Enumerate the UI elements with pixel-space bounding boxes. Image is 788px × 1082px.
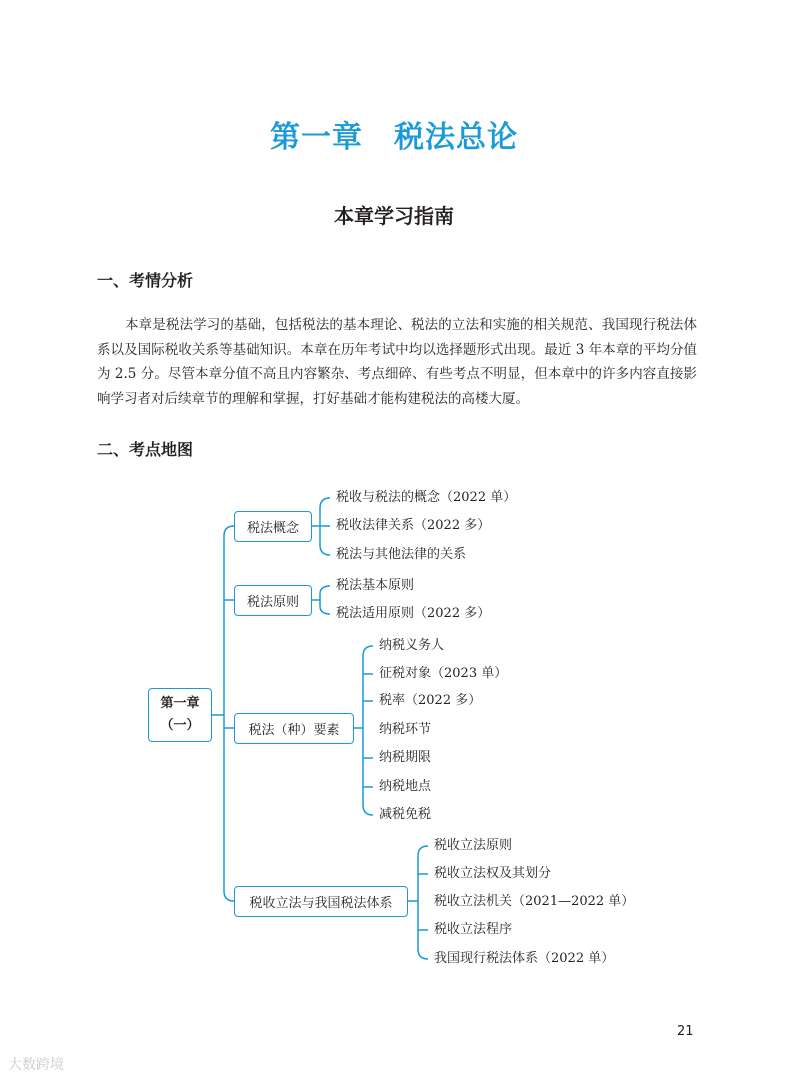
connector-trunk [224, 526, 234, 901]
leaf-item: 税收立法程序 [434, 922, 513, 937]
analysis-paragraph: 本章是税法学习的基础，包括税法的基本理论、税法的立法和实施的相关规范、我国现行税法体系以及国际税收关系等基础知识。本章在历年考试中均以选择题形式出现。最近 3 年本章的平均分值为 2.5 分。尽管本章分值不高且内容繁杂、考点细碎、有些考点不明显，但本章中的许多内容直接影响学习者对后续章节的理解和掌握，打好基础才能构建税法的高楼大厦。 [97, 317, 697, 407]
leaf-item: 税收立法权及其划分 [434, 866, 552, 881]
leaf-item: 税法与其他法律的关系 [336, 547, 467, 562]
leaf-item: 减税免税 [379, 807, 432, 822]
root-label-line1: 第一章 [160, 696, 200, 711]
watermark-text: 大数跨境 [8, 1057, 64, 1073]
branch-node-tax-law-concept: 税法概念 [234, 511, 312, 542]
guide-title: 本章学习指南 [334, 204, 454, 228]
page-number: 21 [677, 1024, 694, 1039]
connector-leaves-1 [312, 498, 330, 555]
leaf-item: 税收法律关系（2022 多） [336, 518, 491, 533]
root-label-line2: （一） [160, 718, 200, 733]
connector-leaves-2 [312, 586, 330, 614]
connector-leaves-3 [354, 646, 373, 815]
branch-node-tax-legislation: 税收立法与我国税法体系 [234, 886, 408, 917]
leaf-item: 我国现行税法体系（2022 单） [434, 951, 615, 966]
connector-leaves-4 [408, 846, 428, 959]
leaf-item: 税法基本原则 [336, 578, 415, 593]
section-heading-analysis: 一、考情分析 [97, 271, 194, 290]
root-node [148, 688, 212, 742]
branch-node-tax-law-principles: 税法原则 [234, 585, 312, 616]
leaf-item: 税率（2022 多） [379, 693, 482, 708]
leaf-item: 税收立法原则 [434, 838, 513, 853]
leaf-item: 纳税期限 [379, 750, 432, 765]
leaf-item: 税法适用原则（2022 多） [336, 606, 491, 621]
leaf-item: 纳税环节 [379, 722, 432, 737]
leaf-item: 税收与税法的概念（2022 单） [336, 490, 517, 505]
chapter-title: 第一章 税法总论 [270, 120, 518, 155]
leaf-item: 征税对象（2023 单） [379, 666, 508, 681]
branch-node-tax-law-elements: 税法（种）要素 [234, 713, 354, 744]
leaf-item: 纳税地点 [379, 779, 432, 794]
leaf-item: 税收立法机关（2021—2022 单） [434, 894, 635, 909]
section-heading-map: 二、考点地图 [97, 440, 194, 459]
leaf-item: 纳税义务人 [379, 638, 445, 653]
